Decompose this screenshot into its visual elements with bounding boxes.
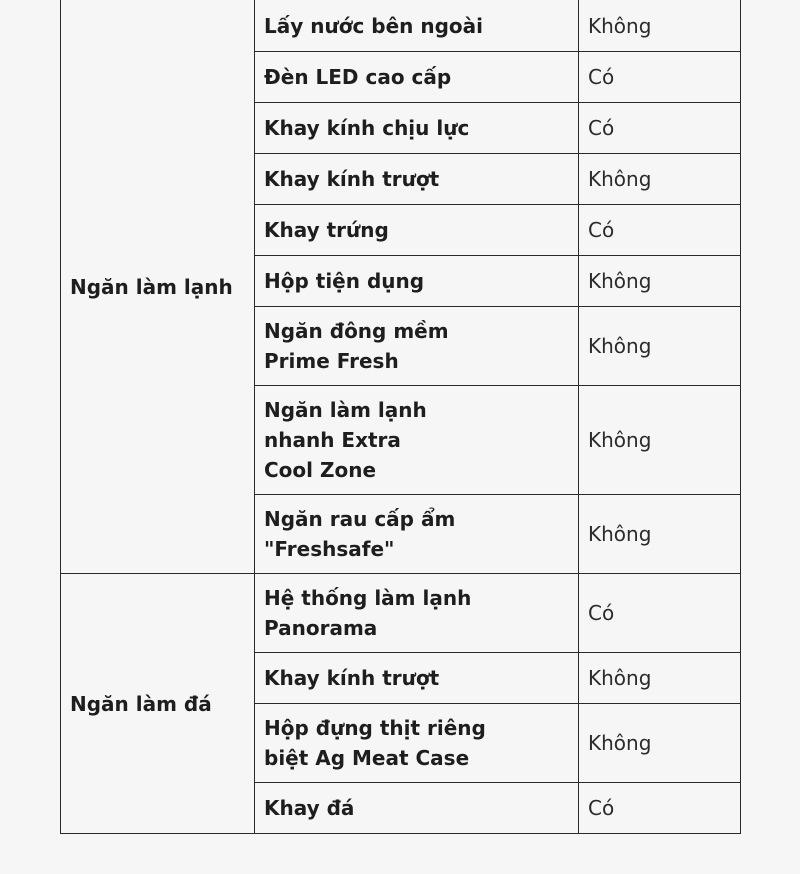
feature-cell: Đèn LED cao cấp (255, 52, 579, 103)
feature-cell: Ngăn làm lạnh nhanh Extra Cool Zone (255, 386, 579, 495)
feature-cell: Hộp đựng thịt riêng biệt Ag Meat Case (255, 704, 579, 783)
feature-cell: Hệ thống làm lạnh Panorama (255, 574, 579, 653)
feature-cell: Khay kính chịu lực (255, 103, 579, 154)
value-cell: Không (579, 653, 741, 704)
value-cell: Có (579, 103, 741, 154)
group-label-freezer: Ngăn làm đá (61, 574, 255, 834)
value-cell: Không (579, 495, 741, 574)
feature-cell: Khay trứng (255, 205, 579, 256)
feature-cell: Lấy nước bên ngoài (255, 0, 579, 52)
spec-table-body (61, 0, 741, 834)
value-cell: Có (579, 574, 741, 653)
value-cell: Có (579, 783, 741, 834)
feature-cell: Khay kính trượt (255, 653, 579, 704)
feature-cell: Hộp tiện dụng (255, 256, 579, 307)
value-cell: Không (579, 154, 741, 205)
feature-cell: Ngăn đông mềm Prime Fresh (255, 307, 579, 386)
value-cell: Không (579, 256, 741, 307)
feature-cell: Ngăn rau cấp ẩm "Freshsafe" (255, 495, 579, 574)
value-cell: Không (579, 307, 741, 386)
value-cell: Không (579, 386, 741, 495)
feature-cell: Khay kính trượt (255, 154, 579, 205)
table-row (61, 574, 741, 653)
group-label-cooling: Ngăn làm lạnh (61, 0, 255, 574)
table-row (61, 0, 741, 52)
value-cell: Có (579, 52, 741, 103)
value-cell: Không (579, 704, 741, 783)
value-cell: Không (579, 0, 741, 52)
value-cell: Có (579, 205, 741, 256)
spec-table (60, 0, 741, 834)
feature-cell: Khay đá (255, 783, 579, 834)
